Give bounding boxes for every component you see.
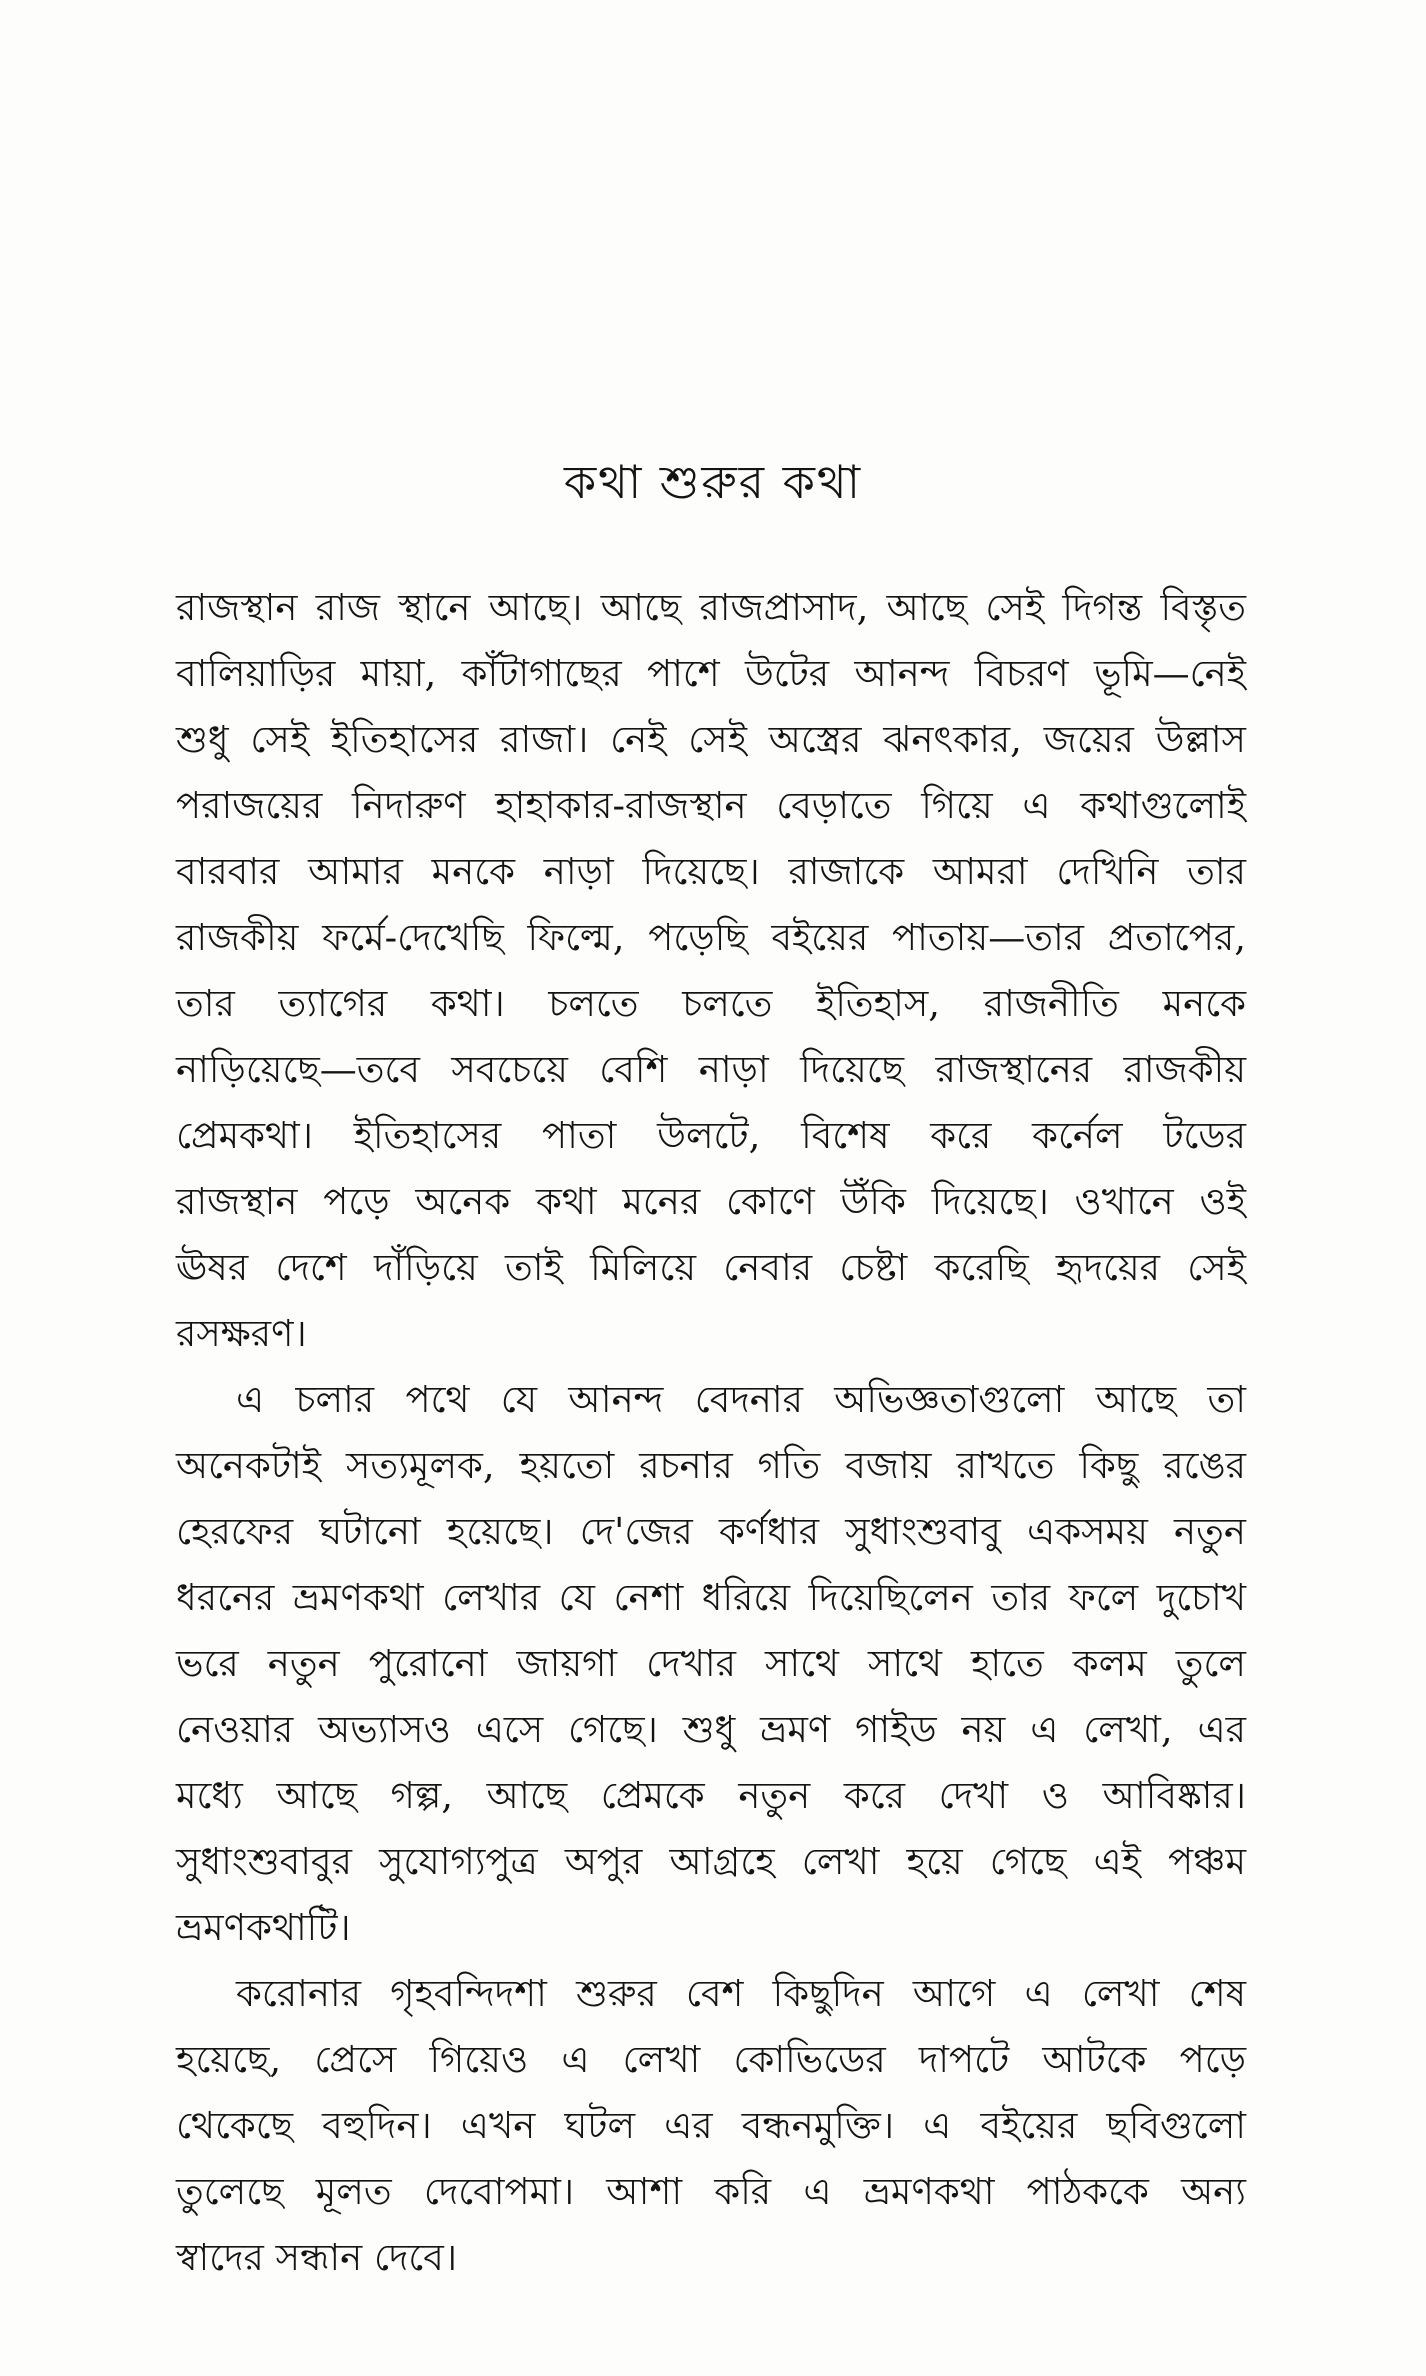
text-line: হেরফের ঘটানো হয়েছে। দে'জের কর্ণধার সুধাংশুবাবু একসময় নতুন bbox=[176, 1510, 1246, 1553]
text-line: ভ্রমণকথাটি। bbox=[176, 1906, 351, 1949]
text-line: হয়েছে, প্রেসে গিয়েও এ লেখা কোভিডের দাপটে আটকে পড়ে bbox=[176, 2038, 1246, 2081]
text-line: বারবার আমার মনকে নাড়া দিয়েছে। রাজাকে আমরা দেখিনি তার bbox=[176, 850, 1246, 893]
paragraph-2 bbox=[176, 1367, 1246, 1961]
text-line: নাড়িয়েছে—তবে সবচেয়ে বেশি নাড়া দিয়েছে রাজস্থানের রাজকীয় bbox=[176, 1048, 1246, 1091]
text-line: তার ত্যাগের কথা। চলতে চলতে ইতিহাস, রাজনীতি মনকে bbox=[176, 982, 1246, 1025]
text-line: ধরনের ভ্রমণকথা লেখার যে নেশা ধরিয়ে দিয়েছিলেন তার ফলে দুচোখ bbox=[176, 1576, 1246, 1619]
text-line: করোনার গৃহবন্দিদশা শুরুর বেশ কিছুদিন আগে এ লেখা শেষ bbox=[236, 1972, 1246, 2015]
text-line: রসক্ষরণ। bbox=[176, 1312, 307, 1355]
text-line: নেওয়ার অভ্যাসও এসে গেছে। শুধু ভ্রমণ গাইড নয় এ লেখা, এর bbox=[176, 1708, 1246, 1751]
text-line: মধ্যে আছে গল্প, আছে প্রেমকে নতুন করে দেখা ও আবিষ্কার। bbox=[176, 1774, 1246, 1817]
paragraph-3 bbox=[176, 1961, 1246, 2291]
body-text bbox=[176, 575, 1246, 2291]
text-line: রাজস্থান রাজ স্থানে আছে। আছে রাজপ্রাসাদ, আছে সেই দিগন্ত বিস্তৃত bbox=[176, 586, 1246, 629]
text-line: ভরে নতুন পুরোনো জায়গা দেখার সাথে সাথে হাতে কলম তুলে bbox=[176, 1642, 1246, 1685]
text-line: সুধাংশুবাবুর সুযোগ্যপুত্র অপুর আগ্রহে লেখা হয়ে গেছে এই পঞ্চম bbox=[176, 1840, 1246, 1883]
text-line: পরাজয়ের নিদারুণ হাহাকার-রাজস্থান বেড়াতে গিয়ে এ কথাগুলোই bbox=[176, 784, 1246, 827]
text-line: বালিয়াড়ির মায়া, কাঁটাগাছের পাশে উটের আনন্দ বিচরণ ভূমি—নেই bbox=[176, 652, 1246, 695]
text-line: রাজস্থান পড়ে অনেক কথা মনের কোণে উঁকি দিয়েছে। ওখানে ওই bbox=[176, 1180, 1246, 1223]
text-line: এ চলার পথে যে আনন্দ বেদনার অভিজ্ঞতাগুলো আছে তা bbox=[236, 1378, 1246, 1421]
text-line: রাজকীয় ফর্মে-দেখেছি ফিল্মে, পড়েছি বইয়ের পাতায়—তার প্রতাপের, bbox=[176, 916, 1246, 959]
page-title: কথা শুরুর কথা bbox=[563, 455, 863, 509]
text-line: প্রেমকথা। ইতিহাসের পাতা উলটে, বিশেষ করে কর্নেল টডের bbox=[176, 1114, 1246, 1157]
text-line: স্বাদের সন্ধান দেবে। bbox=[176, 2236, 458, 2279]
paragraph-1 bbox=[176, 575, 1246, 1367]
text-line: তুলেছে মূলত দেবোপমা। আশা করি এ ভ্রমণকথা পাঠককে অন্য bbox=[176, 2170, 1246, 2213]
text-line: শুধু সেই ইতিহাসের রাজা। নেই সেই অস্ত্রের ঝনৎকার, জয়ের উল্লাস bbox=[176, 718, 1246, 761]
text-line: থেকেছে বহুদিন। এখন ঘটল এর বন্ধনমুক্তি। এ বইয়ের ছবিগুলো bbox=[176, 2104, 1246, 2147]
text-line: ঊষর দেশে দাঁড়িয়ে তাই মিলিয়ে নেবার চেষ্টা করেছি হৃদয়ের সেই bbox=[176, 1246, 1246, 1289]
text-line: অনেকটাই সত্যমূলক, হয়তো রচনার গতি বজায় রাখতে কিছু রঙের bbox=[176, 1444, 1246, 1487]
